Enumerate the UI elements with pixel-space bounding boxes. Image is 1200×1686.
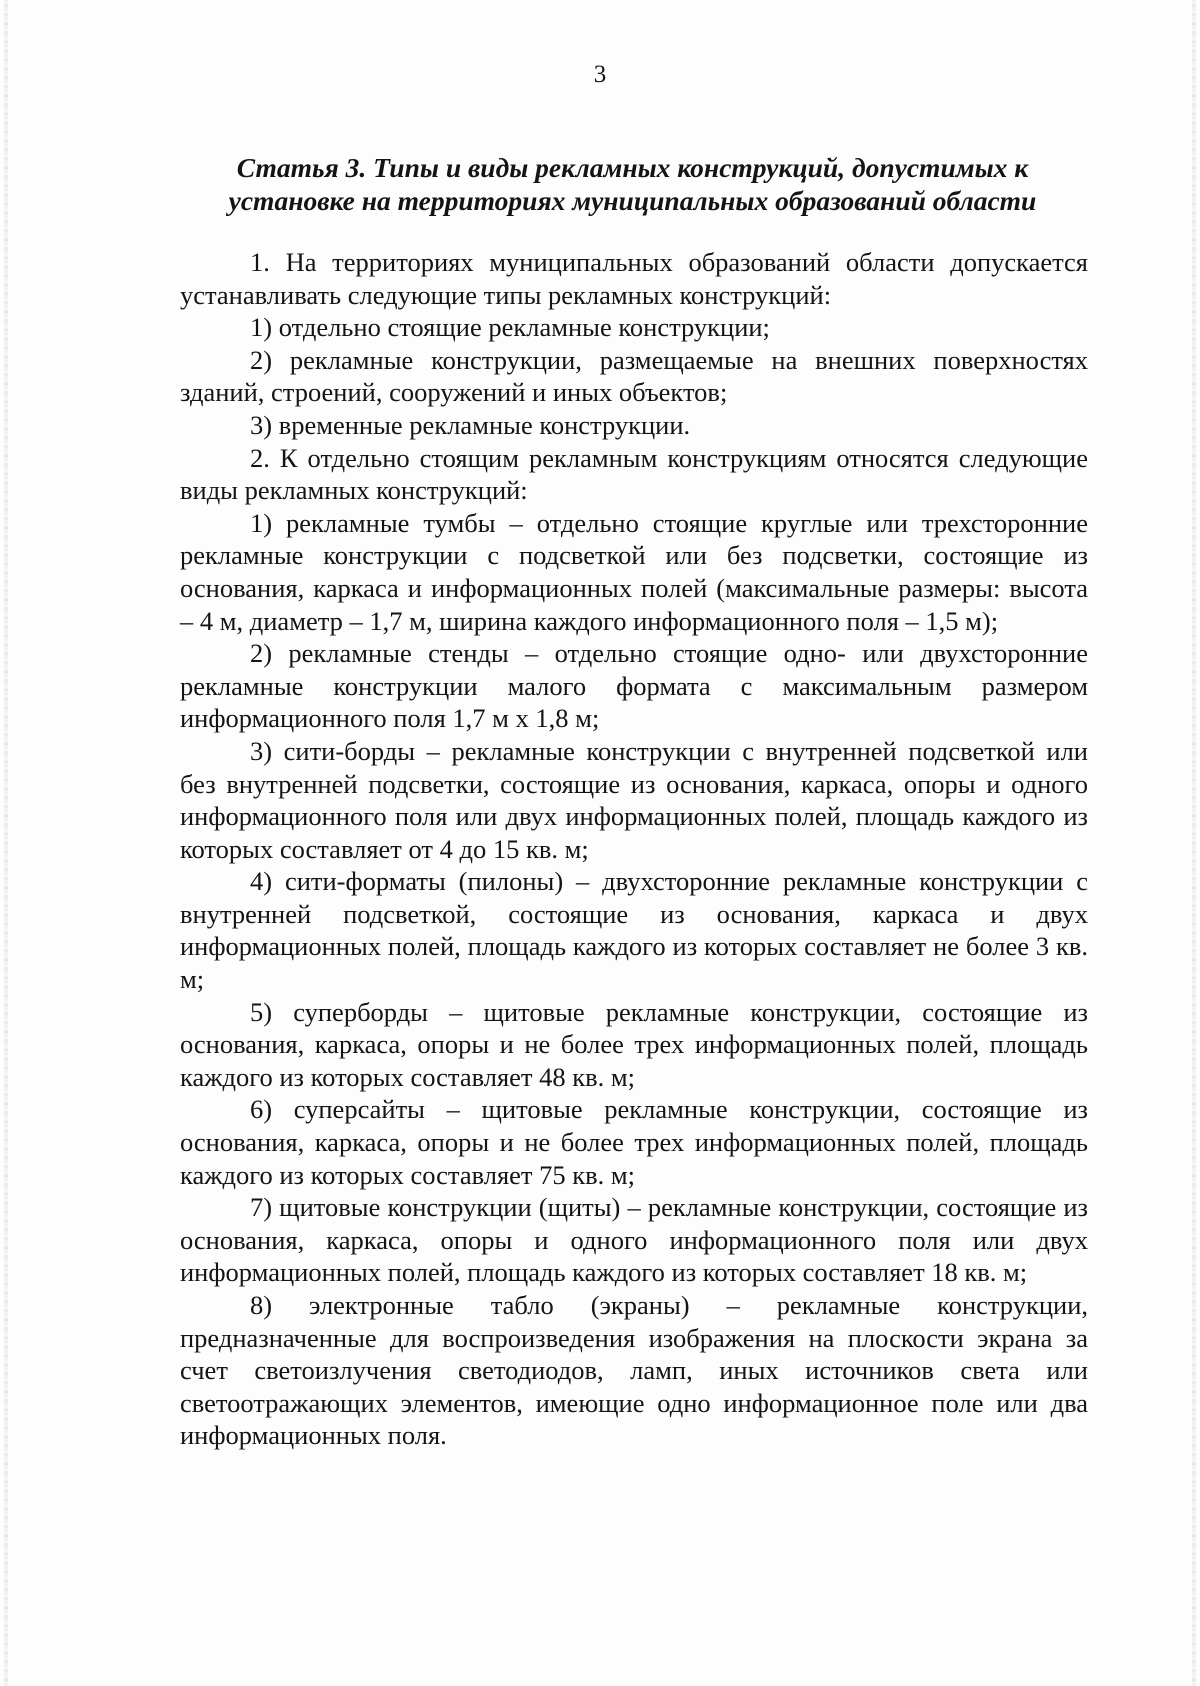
list-item-2-8: 8) электронные табло (экраны) – рекламные конструкции, предназначенные для воспроизведения изображения на плоскости экрана за счет светоизлучения светодиодов, ламп, иных источников света или светоотражающих элементов, имеющие одно информационное поле или два информационных поля. (180, 1290, 1088, 1451)
list-item-2-3: 3) сити-борды – рекламные конструкции с внутренней подсветкой или без внутренней подсветки, состоящие из основания, каркаса, опоры и одного информационного поля или двух информационных полей, площадь каждого из которых составляет от 4 до 15 кв. м; (180, 735, 1088, 864)
list-item-1-2: 2) рекламные конструкции, размещаемые на внешних поверхностях зданий, строений, сооружений и иных объектов; (180, 344, 1088, 408)
list-item-1-3: 3) временные рекламные конструкции. (250, 409, 691, 440)
article-title-line-2: установке на территориях муниципальных образований области (228, 185, 1037, 216)
list-item-2-5: 5) суперборды – щитовые рекламные конструкции, состоящие из основания, каркаса, опоры и не более трех информационных полей, площадь каждого из которых составляет 48 кв. м; (180, 996, 1088, 1092)
article-body (180, 246, 1088, 1452)
list-item-2-2: 2) рекламные стенды – отдельно стоящие одно- или двухсторонние рекламные конструкции малого формата с максимальным размером информационного поля 1,7 м х 1,8 м; (180, 638, 1088, 734)
article-title-line-1: Статья 3. Типы и виды рекламных конструкций, допустимых к (236, 152, 1029, 183)
list-item-2-6: 6) суперсайты – щитовые рекламные конструкции, состоящие из основания, каркаса, опоры и не более трех информационных полей, площадь каждого из которых составляет 75 кв. м; (180, 1094, 1088, 1190)
list-item-2-1: 1) рекламные тумбы – отдельно стоящие круглые или трехсторонние рекламные конструкции с подсветкой или без подсветки, состоящие из основания, каркаса и информационных полей (максимальные размеры: высота – 4 м, диаметр – 1,7 м, ширина каждого информационного поля – 1,5 м); (180, 507, 1088, 636)
paragraph-1: 1. На территориях муниципальных образований области допускается устанавливать следующие типы рекламных конструкций: (180, 247, 1088, 310)
scan-edge-left (4, 0, 8, 1686)
article-title (175, 151, 1090, 217)
scan-edge-right (1192, 0, 1196, 1686)
paragraph-2: 2. К отдельно стоящим рекламным конструкциям относятся следующие виды рекламных конструкций: (180, 442, 1088, 506)
list-item-1-1: 1) отдельно стоящие рекламные конструкции; (250, 312, 770, 343)
list-item-2-7: 7) щитовые конструкции (щиты) – рекламные конструкции, состоящие из основания, каркаса, опоры и одного информационного поля или двух информационных полей, площадь каждого из которых составляет 18 кв. м; (180, 1192, 1088, 1288)
page-number: 3 (593, 61, 607, 88)
list-item-2-4: 4) сити-форматы (пилоны) – двухсторонние рекламные конструкции с внутренней подсветкой, состоящие из основания, каркаса и двух информационных полей, площадь каждого из которых составляет не более 3 кв. м; (180, 866, 1088, 995)
